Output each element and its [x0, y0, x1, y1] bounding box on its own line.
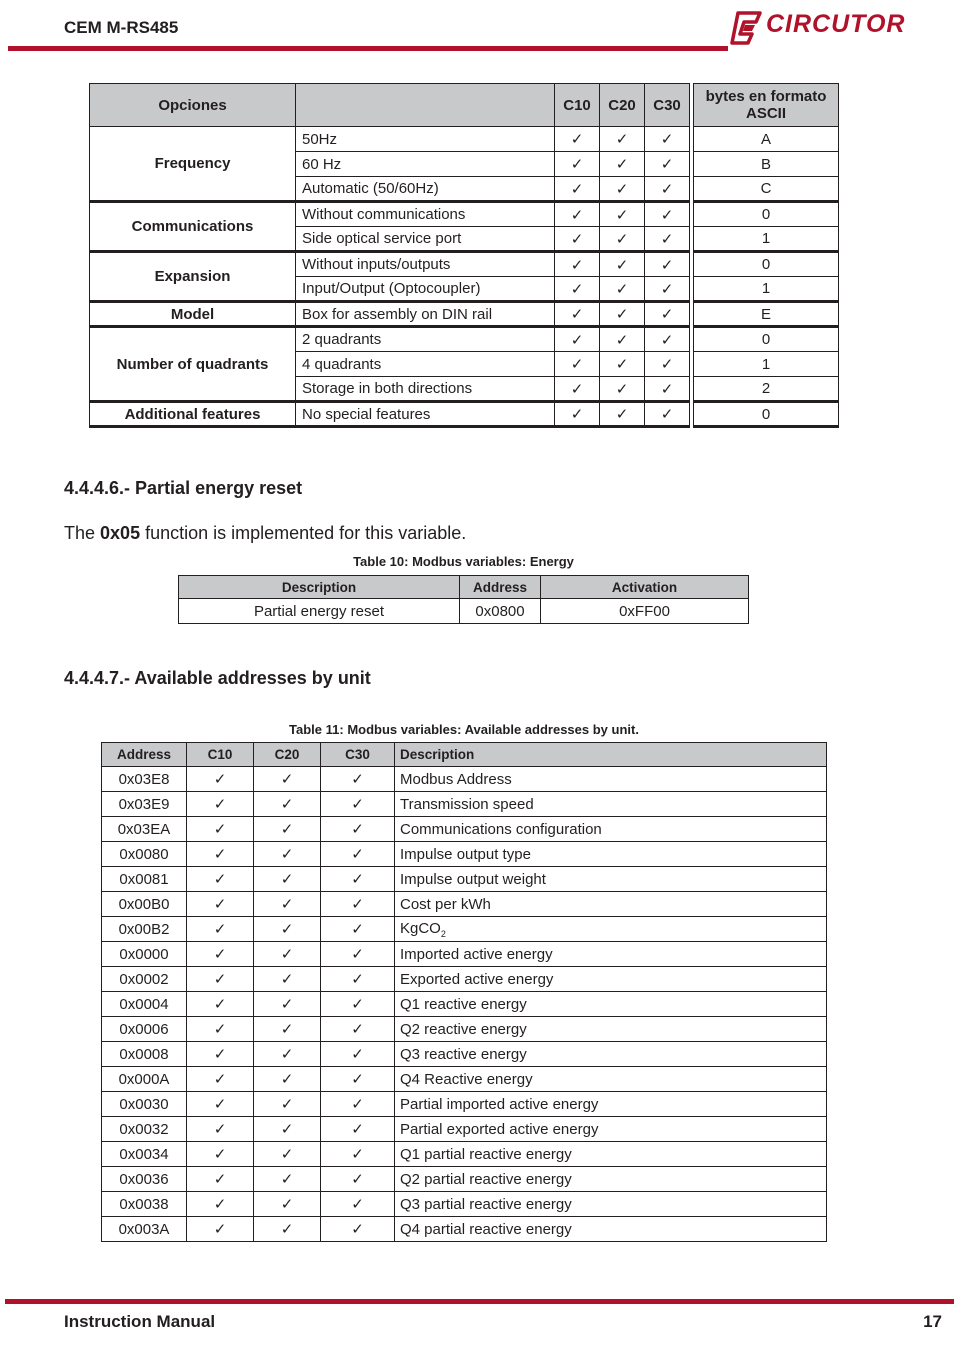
check-icon: ✓	[187, 792, 254, 817]
check-icon: ✓	[187, 1117, 254, 1142]
table-row	[102, 1167, 827, 1192]
cell-description	[395, 1117, 827, 1142]
check-icon: ✓	[321, 1167, 395, 1192]
check-icon: ✓	[645, 177, 690, 202]
check-icon: ✓	[555, 352, 600, 377]
ascii-byte: E	[694, 302, 839, 327]
check-icon: ✓	[645, 202, 690, 227]
check-icon: ✓	[254, 1167, 321, 1192]
cell-description	[395, 1067, 827, 1092]
table-row	[102, 767, 827, 792]
check-icon: ✓	[254, 892, 321, 917]
ascii-byte: 0	[694, 327, 839, 352]
cell-description	[395, 1092, 827, 1117]
cell-address: 0x003A	[102, 1217, 187, 1242]
table-row	[102, 1042, 827, 1067]
table-row	[102, 1092, 827, 1117]
cell-description	[395, 1167, 827, 1192]
option-group-label: Model	[90, 302, 296, 327]
description-text: Cost per kWh	[400, 895, 491, 913]
check-icon: ✓	[254, 1217, 321, 1242]
check-icon: ✓	[187, 867, 254, 892]
check-icon: ✓	[321, 1042, 395, 1067]
check-icon: ✓	[187, 942, 254, 967]
check-icon: ✓	[187, 1192, 254, 1217]
description-text: Q2 partial reactive energy	[400, 1170, 572, 1188]
description-text: Partial exported active energy	[400, 1120, 599, 1138]
check-icon: ✓	[187, 1017, 254, 1042]
check-icon: ✓	[321, 1092, 395, 1117]
cell-description	[395, 892, 827, 917]
check-icon: ✓	[321, 992, 395, 1017]
cell-address: 0x0032	[102, 1117, 187, 1142]
ascii-byte: A	[694, 127, 839, 152]
ascii-byte: 0	[694, 202, 839, 227]
description-text: Q2 reactive energy	[400, 1020, 527, 1038]
description-text: Q3 reactive energy	[400, 1045, 527, 1063]
check-icon: ✓	[321, 1017, 395, 1042]
option-description: Without communications	[296, 202, 555, 227]
table-row	[90, 202, 839, 227]
col-header-description: Description	[179, 576, 460, 599]
check-icon: ✓	[555, 277, 600, 302]
option-description: 50Hz	[296, 127, 555, 152]
option-description: Automatic (50/60Hz)	[296, 177, 555, 202]
table-row	[102, 1192, 827, 1217]
cell-address: 0x0034	[102, 1142, 187, 1167]
option-group-label: Additional features	[90, 402, 296, 427]
cell-address: 0x0030	[102, 1092, 187, 1117]
check-icon: ✓	[555, 377, 600, 402]
option-group-label: Communications	[90, 202, 296, 252]
page-number: 17	[923, 1312, 942, 1331]
option-description: Box for assembly on DIN rail	[296, 302, 555, 327]
col-header-options: Opciones	[90, 84, 296, 127]
check-icon: ✓	[254, 1067, 321, 1092]
table-row	[102, 867, 827, 892]
header-rule	[8, 46, 728, 51]
cell-address: 0x0002	[102, 967, 187, 992]
check-icon: ✓	[321, 767, 395, 792]
description-text: Q1 reactive energy	[400, 995, 527, 1013]
col-header-c30: C30	[321, 743, 395, 767]
function-code: 0x05	[100, 523, 141, 543]
description-text: Partial imported active energy	[400, 1095, 599, 1113]
check-icon: ✓	[555, 202, 600, 227]
table-row	[102, 892, 827, 917]
check-icon: ✓	[187, 1092, 254, 1117]
col-header-c20: C20	[600, 84, 645, 127]
option-group-label: Expansion	[90, 252, 296, 302]
description-text: Impulse output type	[400, 845, 531, 863]
footer-rule	[5, 1299, 954, 1304]
option-description: No special features	[296, 402, 555, 427]
table-row	[102, 967, 827, 992]
subscript: 2	[440, 928, 446, 939]
check-icon: ✓	[645, 352, 690, 377]
logo-mark-icon	[730, 10, 764, 46]
cell-description	[395, 1042, 827, 1067]
ascii-byte: 0	[694, 252, 839, 277]
check-icon: ✓	[321, 892, 395, 917]
check-icon: ✓	[321, 942, 395, 967]
check-icon: ✓	[187, 842, 254, 867]
table-row	[102, 1067, 827, 1092]
check-icon: ✓	[555, 402, 600, 427]
check-icon: ✓	[555, 227, 600, 252]
check-icon: ✓	[645, 402, 690, 427]
table-row	[102, 1142, 827, 1167]
check-icon: ✓	[600, 127, 645, 152]
options-table	[89, 83, 839, 428]
option-description: Without inputs/outputs	[296, 252, 555, 277]
check-icon: ✓	[600, 302, 645, 327]
check-icon: ✓	[600, 402, 645, 427]
description-text: Q1 partial reactive energy	[400, 1145, 572, 1163]
cell-description	[395, 767, 827, 792]
check-icon: ✓	[254, 867, 321, 892]
cell-address: 0x0000	[102, 942, 187, 967]
col-header-description: Description	[395, 743, 827, 767]
check-icon: ✓	[254, 917, 321, 942]
cell-description	[395, 992, 827, 1017]
description-text: Communications configuration	[400, 820, 602, 838]
check-icon: ✓	[321, 867, 395, 892]
check-icon: ✓	[555, 177, 600, 202]
ascii-byte: 0	[694, 402, 839, 427]
check-icon: ✓	[600, 152, 645, 177]
check-icon: ✓	[600, 277, 645, 302]
check-icon: ✓	[254, 967, 321, 992]
check-icon: ✓	[254, 942, 321, 967]
cell-description	[395, 1142, 827, 1167]
ascii-byte: 1	[694, 227, 839, 252]
col-header-c20: C20	[254, 743, 321, 767]
cell-address: 0x0008	[102, 1042, 187, 1067]
cell-address: 0x03E9	[102, 792, 187, 817]
table-row	[90, 327, 839, 352]
check-icon: ✓	[187, 967, 254, 992]
check-icon: ✓	[321, 967, 395, 992]
cell-description	[395, 867, 827, 892]
table-row	[102, 842, 827, 867]
description-text: Transmission speed	[400, 795, 534, 813]
document-title: CEM M-RS485	[64, 18, 179, 37]
check-icon: ✓	[600, 252, 645, 277]
section-heading-partial-reset: 4.4.4.6.- Partial energy reset	[64, 478, 303, 498]
cell-description	[395, 942, 827, 967]
option-group-label: Frequency	[90, 127, 296, 202]
check-icon: ✓	[555, 327, 600, 352]
check-icon: ✓	[645, 252, 690, 277]
col-header-ascii: bytes en formato ASCII	[694, 84, 839, 127]
col-header-activation: Activation	[541, 576, 749, 599]
cell-address: 0x0800	[460, 599, 541, 624]
brand-wordmark: CIRCUTOR	[766, 10, 906, 38]
check-icon: ✓	[187, 1042, 254, 1067]
table-11-caption: Table 11: Modbus variables: Available addresses by unit.	[289, 722, 639, 737]
table-row	[102, 1017, 827, 1042]
table-row	[90, 127, 839, 152]
check-icon: ✓	[321, 1117, 395, 1142]
table-row	[179, 599, 749, 624]
ascii-byte: 1	[694, 352, 839, 377]
cell-address: 0x03EA	[102, 817, 187, 842]
check-icon: ✓	[555, 252, 600, 277]
check-icon: ✓	[600, 177, 645, 202]
cell-address: 0x00B2	[102, 917, 187, 942]
check-icon: ✓	[254, 1192, 321, 1217]
cell-description: Partial energy reset	[179, 599, 460, 624]
check-icon: ✓	[187, 767, 254, 792]
description-text: Q4 Reactive energy	[400, 1070, 533, 1088]
ascii-byte: B	[694, 152, 839, 177]
check-icon: ✓	[600, 327, 645, 352]
check-icon: ✓	[254, 1017, 321, 1042]
col-header-c10: C10	[187, 743, 254, 767]
description-text: KgCO	[400, 919, 441, 937]
option-description: Storage in both directions	[296, 377, 555, 402]
cell-address: 0x03E8	[102, 767, 187, 792]
cell-address: 0x000A	[102, 1067, 187, 1092]
option-description: Side optical service port	[296, 227, 555, 252]
table-row	[90, 302, 839, 327]
check-icon: ✓	[600, 352, 645, 377]
option-description: 60 Hz	[296, 152, 555, 177]
option-description: 4 quadrants	[296, 352, 555, 377]
ascii-byte: 1	[694, 277, 839, 302]
table-row	[102, 792, 827, 817]
section-heading-available-addresses: 4.4.4.7.- Available addresses by unit	[64, 668, 371, 688]
check-icon: ✓	[555, 302, 600, 327]
cell-address: 0x0038	[102, 1192, 187, 1217]
check-icon: ✓	[187, 892, 254, 917]
cell-address: 0x0006	[102, 1017, 187, 1042]
cell-address: 0x00B0	[102, 892, 187, 917]
check-icon: ✓	[645, 277, 690, 302]
check-icon: ✓	[321, 842, 395, 867]
check-icon: ✓	[321, 1192, 395, 1217]
cell-description	[395, 1017, 827, 1042]
check-icon: ✓	[187, 917, 254, 942]
ascii-byte: C	[694, 177, 839, 202]
table-row	[102, 1117, 827, 1142]
check-icon: ✓	[254, 817, 321, 842]
description-text: Modbus Address	[400, 770, 512, 788]
check-icon: ✓	[321, 1067, 395, 1092]
check-icon: ✓	[321, 792, 395, 817]
energy-variables-table	[178, 575, 749, 624]
check-icon: ✓	[254, 1092, 321, 1117]
cell-address: 0x0004	[102, 992, 187, 1017]
para-text-post: function is implemented for this variable.	[140, 523, 467, 543]
description-text: Q3 partial reactive energy	[400, 1195, 572, 1213]
option-description: Input/Output (Optocoupler)	[296, 277, 555, 302]
check-icon: ✓	[187, 1217, 254, 1242]
table-row	[102, 942, 827, 967]
cell-activation: 0xFF00	[541, 599, 749, 624]
check-icon: ✓	[254, 842, 321, 867]
circutor-logo	[730, 8, 910, 48]
ascii-byte: 2	[694, 377, 839, 402]
check-icon: ✓	[254, 1042, 321, 1067]
check-icon: ✓	[187, 992, 254, 1017]
cell-address: 0x0081	[102, 867, 187, 892]
check-icon: ✓	[645, 227, 690, 252]
table-row	[102, 817, 827, 842]
option-description: 2 quadrants	[296, 327, 555, 352]
check-icon: ✓	[187, 1067, 254, 1092]
para-text-pre: The	[64, 523, 101, 543]
check-icon: ✓	[600, 202, 645, 227]
check-icon: ✓	[645, 327, 690, 352]
table-row	[90, 252, 839, 277]
check-icon: ✓	[254, 992, 321, 1017]
cell-address: 0x0036	[102, 1167, 187, 1192]
check-icon: ✓	[321, 817, 395, 842]
col-header-blank	[296, 84, 555, 127]
check-icon: ✓	[645, 377, 690, 402]
check-icon: ✓	[555, 152, 600, 177]
cell-description	[395, 1217, 827, 1242]
cell-description	[395, 792, 827, 817]
description-text: Exported active energy	[400, 970, 554, 988]
col-header-c30: C30	[645, 84, 690, 127]
check-icon: ✓	[321, 1217, 395, 1242]
cell-description	[395, 1192, 827, 1217]
check-icon: ✓	[254, 792, 321, 817]
check-icon: ✓	[187, 1167, 254, 1192]
check-icon: ✓	[187, 1142, 254, 1167]
table-row	[102, 992, 827, 1017]
description-text: Impulse output weight	[400, 870, 546, 888]
cell-address: 0x0080	[102, 842, 187, 867]
col-header-c10: C10	[555, 84, 600, 127]
table-row	[102, 917, 827, 942]
cell-description	[395, 967, 827, 992]
check-icon: ✓	[555, 127, 600, 152]
check-icon: ✓	[645, 302, 690, 327]
cell-description	[395, 842, 827, 867]
check-icon: ✓	[600, 377, 645, 402]
cell-description	[395, 917, 827, 942]
check-icon: ✓	[321, 917, 395, 942]
check-icon: ✓	[321, 1142, 395, 1167]
available-addresses-table	[101, 742, 827, 1242]
check-icon: ✓	[254, 1142, 321, 1167]
check-icon: ✓	[645, 127, 690, 152]
col-header-address: Address	[102, 743, 187, 767]
description-text: Imported active energy	[400, 945, 553, 963]
cell-description	[395, 817, 827, 842]
function-paragraph	[64, 523, 466, 544]
check-icon: ✓	[600, 227, 645, 252]
check-icon: ✓	[187, 817, 254, 842]
description-text: Q4 partial reactive energy	[400, 1220, 572, 1238]
footer-label: Instruction Manual	[64, 1312, 216, 1331]
col-header-address: Address	[460, 576, 541, 599]
option-group-label: Number of quadrants	[90, 327, 296, 402]
table-row	[102, 1217, 827, 1242]
check-icon: ✓	[645, 152, 690, 177]
check-icon: ✓	[254, 767, 321, 792]
table-10-caption: Table 10: Modbus variables: Energy	[353, 554, 574, 569]
table-row	[90, 402, 839, 427]
check-icon: ✓	[254, 1117, 321, 1142]
